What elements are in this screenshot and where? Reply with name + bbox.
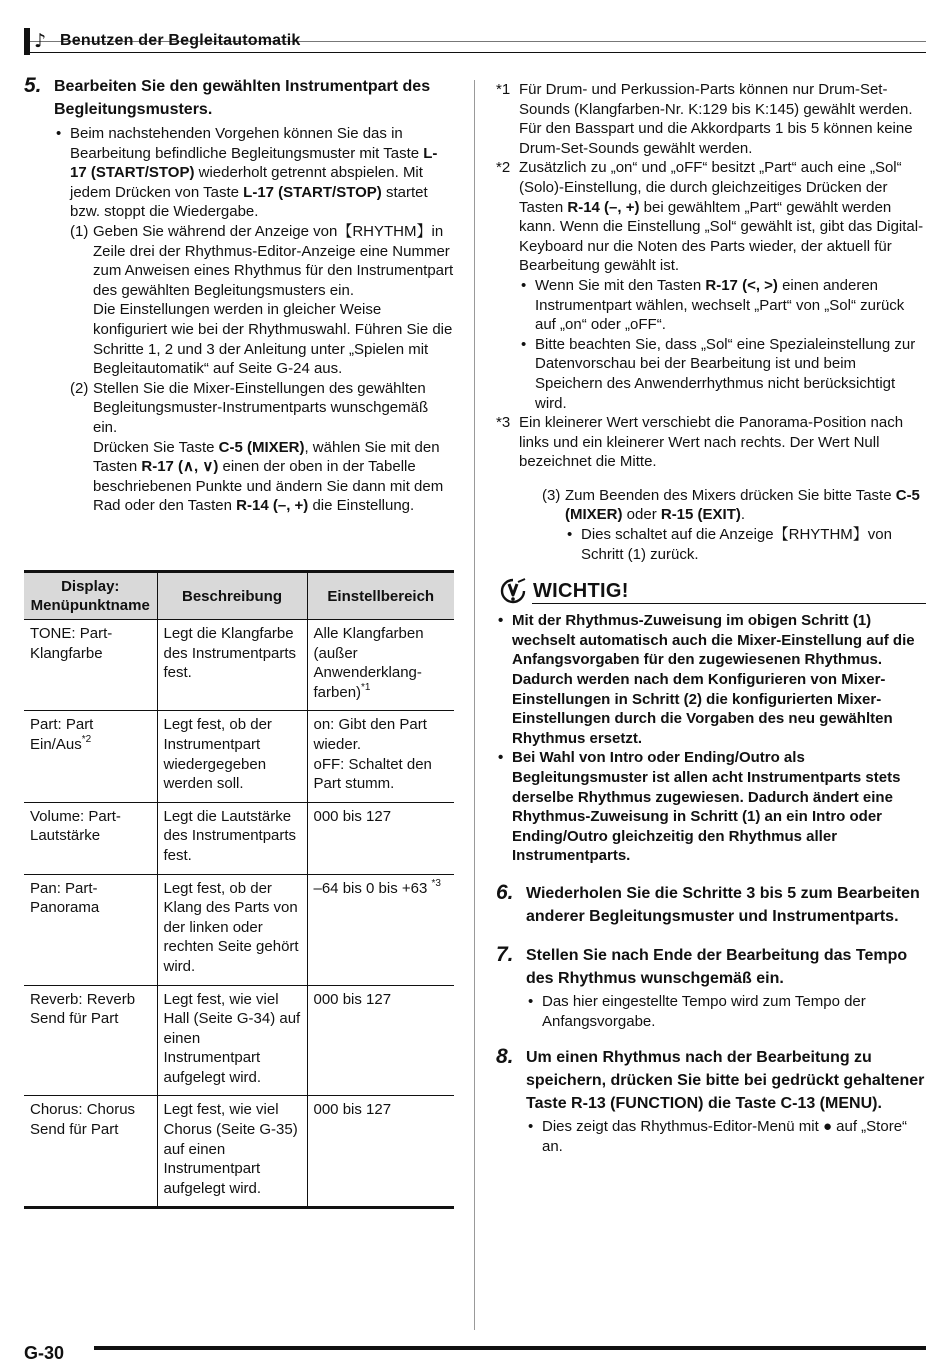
key-label: C-5 (MIXER): [565, 486, 920, 524]
substep-label: (3): [542, 486, 561, 504]
important-title: WICHTIG!: [533, 580, 629, 603]
key-label: R-14 (–, +): [567, 198, 640, 216]
cell-range: 000 bis 127: [307, 985, 454, 1096]
name-text: Part: Part Ein/Aus: [30, 716, 94, 753]
footnote-2-bullet: • Bitte beachten Sie, dass „Sol“ eine Spezialeinstellung zur Datenvorschau bei der Bearbeitung ist und beim Speichern des Anwenderrhythmus nicht berücksichtigt wird.: [519, 335, 926, 413]
text: wiederholt getrennt abspielen. Mit jedem Drücken von Taste: [70, 164, 423, 201]
footnote-2-bullet: [519, 276, 926, 335]
text: Zum Beenden des Mixers drücken Sie bitte Taste: [565, 486, 896, 504]
step-title: Wiederholen Sie die Schritte 3 bis 5 zum Bearbeiten anderer Begleitungsmuster und Instrumentparts.: [526, 884, 920, 925]
footnote-3: [496, 413, 926, 472]
important-bullet: • Mit der Rhythmus-Zuweisung im obigen Schritt (1) wechselt automatisch auch die Mixer-Einstellung auf die Anfangsvorgaben für den zugewiesenen Rhythmus. Dadurch werden nach dem Konfigurieren von Mixer-Einstellungen in Schritt (2) die konfigurierten Mixer-Einstellungen durch die Vorgaben des neu gewählten Rhythmus ersetzt.: [496, 611, 926, 748]
warning-note-icon: [498, 578, 528, 610]
step-7-body: [496, 992, 926, 1031]
footnote-label: *3: [496, 414, 511, 432]
step-7: [496, 944, 926, 990]
step-title: Um einen Rhythmus nach der Bearbeitung zu speichern, drücken Sie bitte bei gedrückt gehaltener Taste R-13 (FUNCTION) die Taste C-13 (MENU).: [526, 1049, 925, 1113]
substep-text: Geben Sie während der Anzeige von【RHYTHM】in Zeile drei der Rhythmus-Editor-Anzeige eine Nummer zum Anweisen eines Rhythmus für den Instrumentpart des gewählten Begleitungsmusters ein.: [93, 222, 454, 299]
page-footer: [24, 1342, 926, 1368]
step-title: Bearbeiten Sie den gewählten Instrumentpart des Begleitungsmusters.: [54, 78, 431, 118]
text: Zusätzlich zu „on“ und „oFF“ besitzt „Part“ auch eine „Sol“ (Solo)-Einstellung, die durch gleichzeitiges Drücken der Tasten: [519, 159, 902, 216]
step-number: 8.: [496, 1045, 514, 1069]
range-text: Alle Klangfarben (außer Anwenderklang-farben): [313, 625, 424, 701]
step-5-bullet: [54, 124, 454, 222]
step-number: 5.: [24, 74, 42, 97]
substep-text: Die Einstellungen werden in gleicher Weise konfiguriert wie bei der Rhythmuswahl. Führen Sie die Schritte 1, 2 und 3 der Anleitung unter „Spielen mit Begleitautomatik“ auf Seite G-24 aus.: [93, 301, 453, 378]
footnote-text: Für Drum- und Perkussion-Parts können nur Drum-Set-Sounds (Klangfarben-Nr. K:129 bis K:145) gewählt werden. Für den Basspart und die Akkordparts 1 bis 5 können keine Drum-Set-Sounds gewählt werden.: [519, 81, 913, 157]
substep-label: (1): [70, 222, 89, 240]
cell-desc: Legt fest, ob der Instrumentpart wiedergegeben werden soll.: [157, 711, 307, 802]
text: startet bzw. stoppt die Wiedergabe.: [70, 183, 428, 221]
key-label: L-17 (START/STOP): [70, 144, 438, 182]
column-header: Beschreibung: [157, 572, 307, 620]
text: einen der oben in der Tabelle beschriebenen Punkte und ändern Sie dann mit dem Rad oder den Tasten: [93, 458, 444, 515]
column-header: Einstellbereich: [307, 572, 454, 620]
footnote-label: *1: [496, 81, 511, 98]
cell-range: 000 bis 127: [307, 1096, 454, 1208]
substep-text: [93, 438, 454, 516]
range-text: oFF: Schaltet den Part stumm.: [313, 755, 432, 793]
cell-range: [307, 874, 454, 985]
important-list: [496, 611, 926, 866]
page-number: G-30: [24, 1343, 65, 1363]
footnote-ref: *1: [361, 681, 371, 693]
substep-label: (2): [70, 379, 89, 397]
step-5-body: [24, 124, 454, 516]
table-row: [24, 802, 454, 874]
key-label: C-5 (MIXER): [218, 438, 305, 456]
cell-range: 000 bis 127: [307, 802, 454, 874]
filled-circle-icon: ●: [822, 1118, 832, 1136]
cell-name: TONE: Part-Klangfarbe: [24, 620, 157, 711]
step-number: 7.: [496, 942, 514, 966]
step-8-bullet: [526, 1117, 926, 1156]
table-row: [24, 874, 454, 985]
substep-2: [70, 379, 454, 516]
cell-name: Chorus: Chorus Send für Part: [24, 1096, 157, 1208]
cell-desc: Legt fest, wie viel Hall (Seite G-34) auf einen Instrumentpart aufgelegt wird.: [157, 985, 307, 1096]
cell-name: Reverb: Reverb Send für Part: [24, 985, 157, 1096]
key-label: R-17 (∧, ∨): [141, 458, 219, 476]
text: Drücken Sie Taste: [93, 438, 219, 456]
cell-name: Pan: Part-Panorama: [24, 874, 157, 985]
key-label: R-17 (<, >): [705, 276, 778, 294]
cell-desc: Legt fest, ob der Klang des Parts von der linken oder rechten Seite gehört wird.: [157, 874, 307, 985]
step-6: [496, 882, 926, 928]
cell-name: [24, 711, 157, 802]
text: , wählen Sie mit den Tasten: [93, 438, 440, 476]
table-row: [24, 711, 454, 802]
step-number: 6.: [496, 880, 514, 904]
text: Dies zeigt das Rhythmus-Editor-Menü mit: [542, 1118, 823, 1136]
substep-text: [565, 486, 926, 525]
important-bullet: • Bei Wahl von Intro oder Ending/Outro als Begleitungsmuster ist allen acht Instrumentparts stets derselbe Rhythmus zugewiesen. Dadurch ändert eine Rhythmus-Zuweisung in Schritt (1) an ein Intro oder Ending/Outro gleichzeitig den Rhythmus aller Instrumentparts.: [496, 748, 926, 866]
right-column: [496, 80, 926, 1156]
step-8: [496, 1046, 926, 1115]
cell-name: Volume: Part-Lautstärke: [24, 802, 157, 874]
footer-rule: [94, 1346, 926, 1350]
key-label: R-15 (EXIT): [660, 506, 741, 524]
text: die Einstellung.: [308, 497, 415, 515]
section-title: Benutzen der Begleitautomatik: [60, 32, 301, 49]
table-row: [24, 620, 454, 711]
key-label: R-14 (–, +): [236, 497, 309, 515]
text: bei gewähltem „Part“ gewählt werden kann. Wenn die Einstellung „Sol“ gewählt ist, gibt das Digital-Keyboard nur die Noten des Parts wieder, der aktuell für Bearbeitung gewählt ist.: [519, 198, 924, 275]
key-label: L-17 (START/STOP): [243, 183, 382, 201]
cell-range: [307, 620, 454, 711]
header-rule-bottom: [30, 52, 926, 53]
cell-range: [307, 711, 454, 802]
range-text: on: Gibt den Part wieder.: [313, 716, 427, 753]
column-divider: [474, 80, 475, 1330]
step-5: [24, 75, 454, 121]
mixer-settings-table: [24, 570, 454, 1209]
cell-desc: Legt fest, wie viel Chorus (Seite G-35) auf einen Instrumentpart aufgelegt wird.: [157, 1096, 307, 1208]
footnote-2: [496, 158, 926, 413]
text: einen anderen Instrumentpart wählen, wechselt „Part“ von „Sol“ zurück auf „on“ oder „oFF“.: [535, 276, 905, 334]
text: .: [740, 506, 746, 524]
step-7-bullet: • Das hier eingestellte Tempo wird zum Tempo der Anfangsvorgabe.: [526, 992, 926, 1031]
left-column: [24, 75, 454, 516]
footnote-ref: *2: [81, 733, 92, 745]
substep-text: Stellen Sie die Mixer-Einstellungen des gewählten Begleitungsmuster-Instrumentparts wunschgemäß ein.: [93, 379, 429, 436]
step-8-body: [496, 1117, 926, 1156]
text: oder: [622, 506, 661, 524]
substep-3: [542, 486, 926, 564]
music-note-icon: ♪: [34, 30, 47, 52]
important-heading: [496, 578, 926, 604]
range-text: –64 bis 0 bis +63: [313, 879, 428, 897]
step-title: Stellen Sie nach Ende der Bearbeitung das Tempo des Rhythmus wunschgemäß ein.: [526, 946, 908, 987]
footnote-text: Ein kleinerer Wert verschiebt die Panorama-Position nach links und ein kleinerer Wert nach rechts. Der Wert Null bezeichnet die Mitte.: [519, 414, 904, 471]
footnote-1: [496, 80, 926, 158]
footnote-text: [519, 158, 926, 276]
substep-3-bullet: • Dies schaltet auf die Anzeige【RHYTHM】von Schritt (1) zurück.: [565, 525, 926, 564]
text: Beim nachstehenden Vorgehen können Sie das in Bearbeitung befindliche Begleitungsmuster mit Taste: [70, 125, 424, 162]
table-header-row: [24, 572, 454, 620]
cell-desc: Legt die Lautstärke des Instrumentparts fest.: [157, 802, 307, 874]
footnote-ref: *3: [431, 877, 441, 889]
text: auf „Store“ an.: [542, 1118, 908, 1155]
table-row: [24, 985, 454, 1096]
cell-desc: Legt die Klangfarbe des Instrumentparts fest.: [157, 620, 307, 711]
important-rule: [532, 603, 926, 604]
page-header: [24, 28, 926, 55]
substep-1: [70, 222, 454, 379]
footnote-label: *2: [496, 159, 511, 177]
column-header: Display: Menüpunktname: [24, 572, 157, 620]
text: Wenn Sie mit den Tasten: [535, 276, 706, 294]
table-row: [24, 1096, 454, 1208]
